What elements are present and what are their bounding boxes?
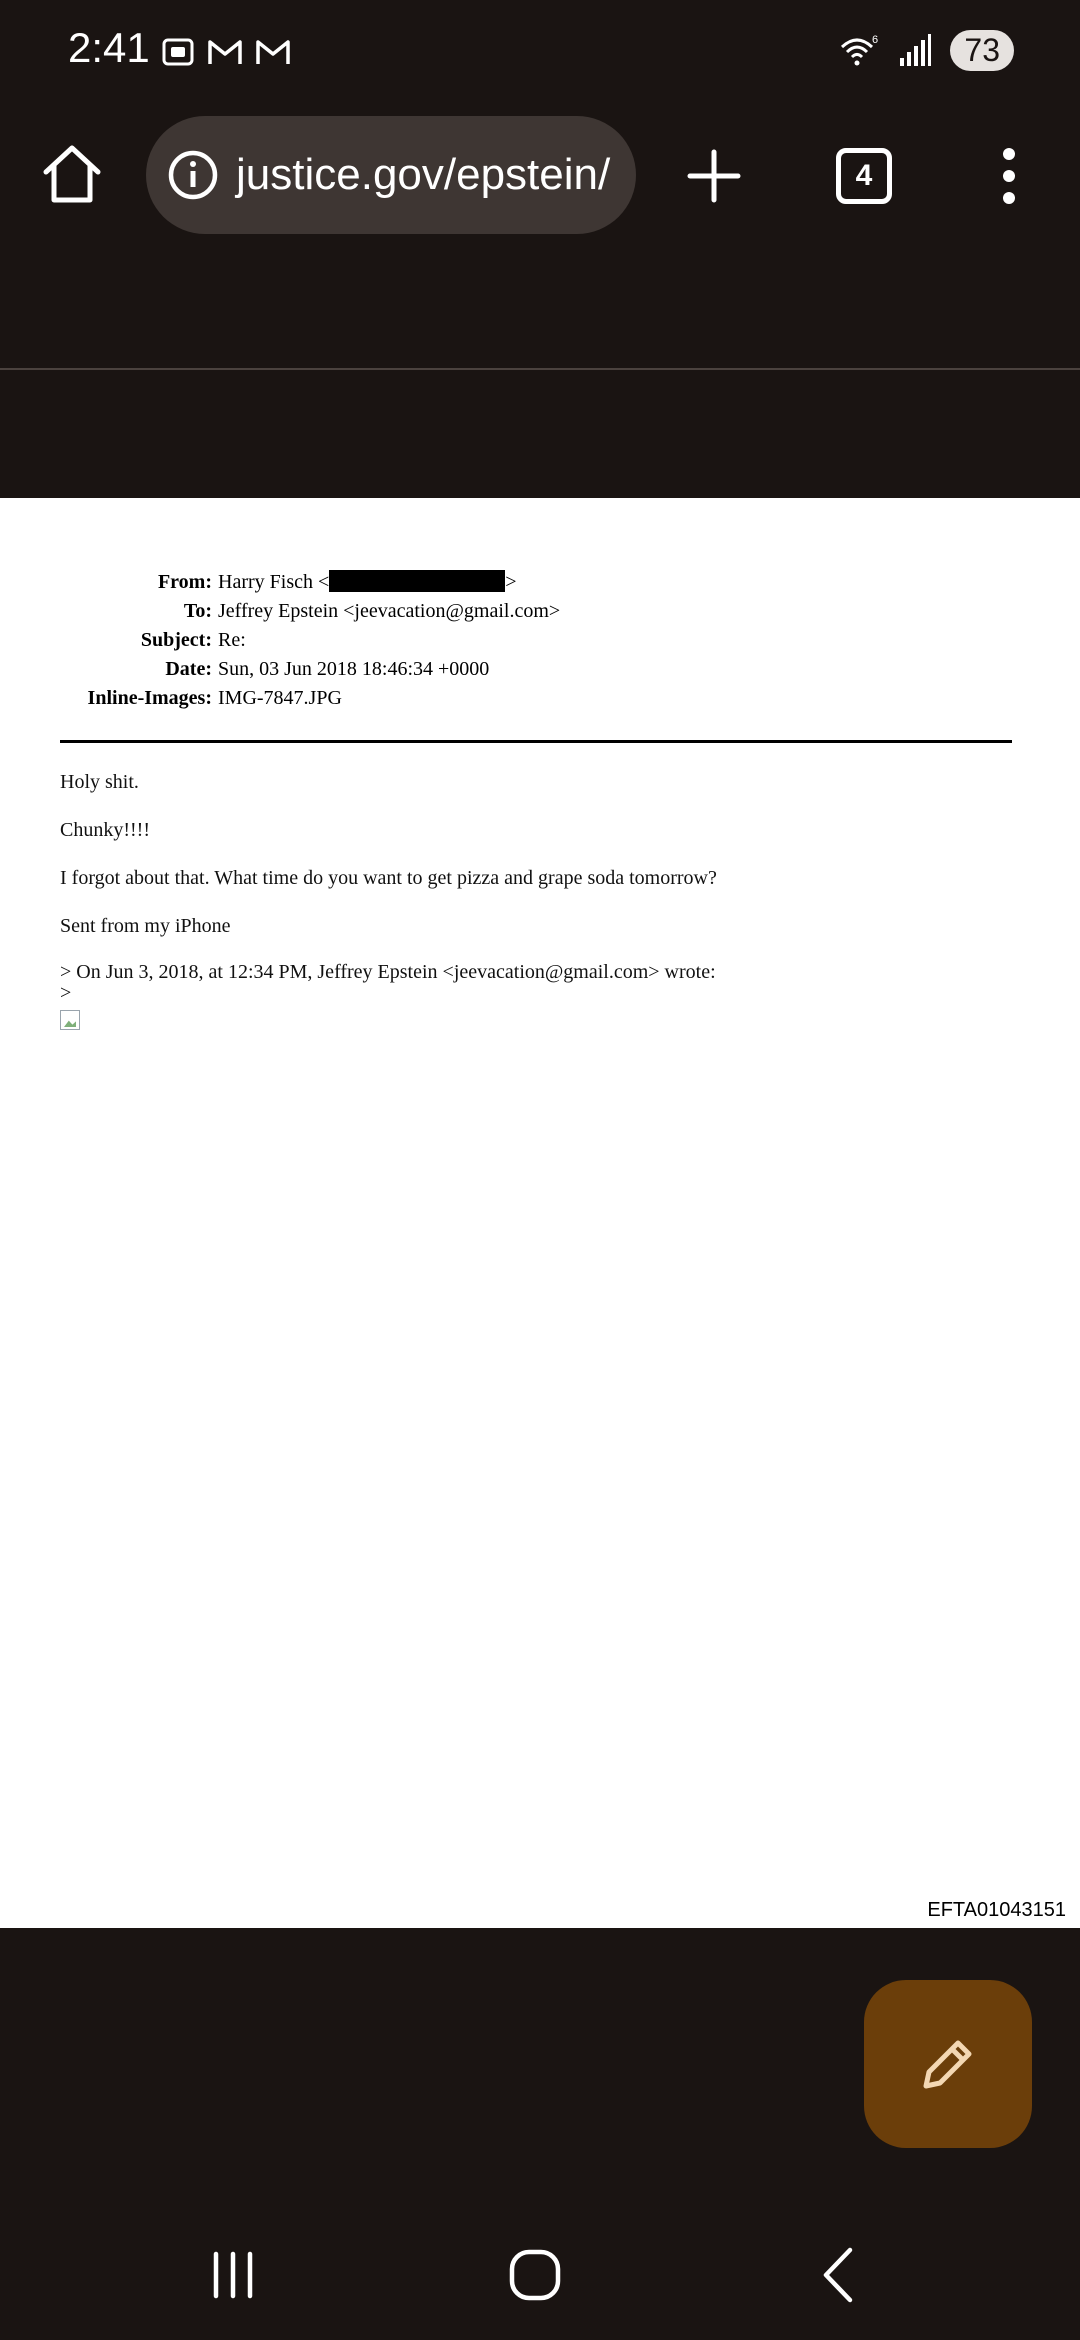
header-value: Re: [218, 629, 246, 651]
recent-apps-icon[interactable] [198, 2240, 268, 2310]
home-nav-icon[interactable] [500, 2240, 570, 2310]
home-button[interactable] [38, 140, 106, 208]
toolbar-divider [0, 368, 1080, 370]
header-inline-images [60, 684, 560, 713]
header-subject [60, 626, 560, 655]
redaction-block [329, 570, 505, 592]
browser-toolbar [0, 110, 1080, 260]
header-label: Subject: [140, 629, 212, 651]
status-bar [0, 0, 1080, 110]
gmail-icon [206, 34, 244, 70]
header-date [60, 655, 560, 684]
header-label: To: [183, 600, 212, 622]
header-label: Inline-Images: [87, 687, 212, 709]
tab-switcher-button[interactable]: 4 [836, 148, 892, 204]
wifi-icon [838, 33, 880, 69]
email-body [60, 770, 717, 1030]
document-id: EFTA01043151 [927, 1899, 1066, 1921]
system-icons [838, 30, 1014, 71]
header-value-suffix: > [505, 571, 517, 593]
header-label: From: [157, 571, 212, 593]
body-line: Holy shit. [60, 771, 139, 793]
pencil-icon [916, 2032, 980, 2096]
broken-image-icon [60, 1010, 80, 1030]
signal-icon [898, 34, 932, 68]
more-menu-icon[interactable] [990, 146, 1028, 206]
header-from [60, 568, 560, 597]
quote-marker: > [60, 982, 72, 1004]
new-tab-button[interactable] [686, 148, 742, 204]
gmail-icon [254, 34, 292, 70]
header-to [60, 597, 560, 626]
header-divider [60, 740, 1012, 743]
status-time: 2:41 [68, 24, 150, 71]
body-line: I forgot about that. What time do you want to get pizza and grape soda tomorrow? [60, 867, 717, 889]
document-page[interactable] [0, 498, 1080, 1928]
url-bar[interactable] [146, 116, 636, 234]
edit-fab-button[interactable] [864, 1980, 1032, 2148]
svg-text:6: 6 [872, 33, 879, 46]
url-text[interactable]: justice.gov/epstein/ [236, 150, 611, 199]
body-line: Chunky!!!! [60, 819, 150, 841]
quote-line: > On Jun 3, 2018, at 12:34 PM, Jeffrey Epstein <jeevacation@gmail.com> wrote: [60, 961, 716, 983]
header-value: Harry Fisch < [218, 571, 330, 593]
battery-indicator: 73 [950, 30, 1014, 71]
back-icon[interactable] [804, 2240, 874, 2310]
screenshot-icon [160, 34, 196, 70]
header-value: Sun, 03 Jun 2018 18:46:34 +0000 [218, 658, 490, 680]
info-icon[interactable] [166, 148, 220, 202]
header-label: Date: [165, 658, 212, 680]
system-nav-bar [0, 2210, 1080, 2340]
notification-icons [160, 34, 292, 70]
header-value: IMG-7847.JPG [218, 687, 342, 709]
body-line: Sent from my iPhone [60, 915, 231, 937]
email-headers [60, 568, 560, 713]
header-value: Jeffrey Epstein <jeevacation@gmail.com> [218, 600, 561, 622]
